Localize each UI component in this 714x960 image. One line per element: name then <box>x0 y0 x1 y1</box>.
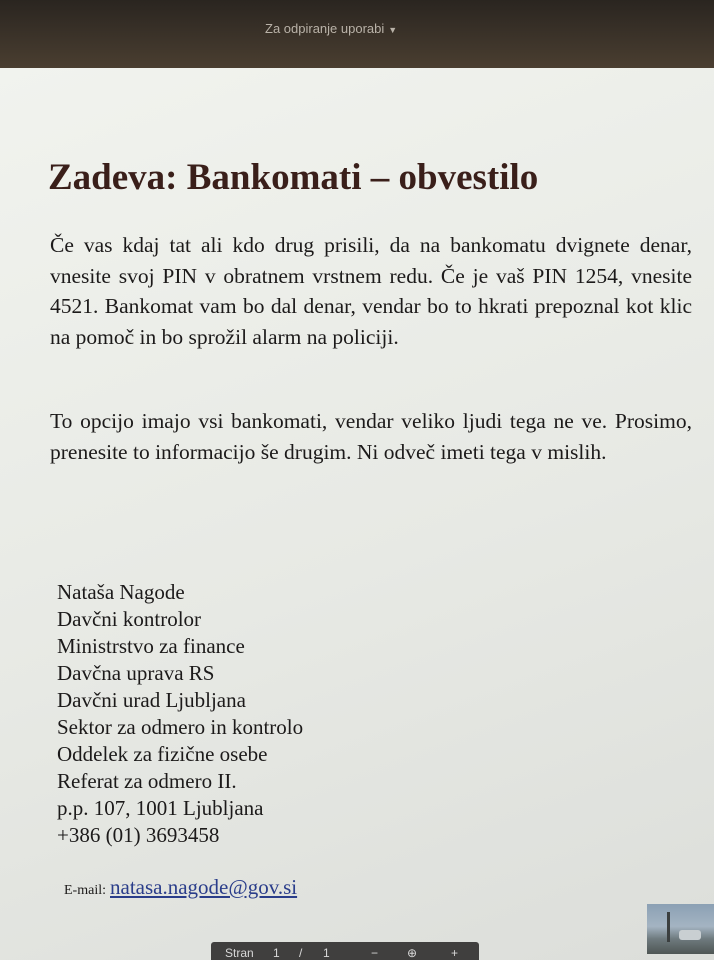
signature-line: Davčna uprava RS <box>57 661 215 685</box>
email-link[interactable]: natasa.nagode@gov.si <box>110 875 298 899</box>
signature-line: Davčni kontrolor <box>57 607 202 631</box>
thumbnail-pole <box>667 912 670 942</box>
zoom-in-button[interactable]: + <box>451 946 459 960</box>
zoom-icon[interactable]: ⊕ <box>407 946 418 960</box>
signature-line: +386 (01) 3693458 <box>57 823 220 847</box>
signature-line: Ministrstvo za finance <box>57 634 245 658</box>
document-page <box>0 68 714 960</box>
signature-line: Nataša Nagode <box>57 580 185 604</box>
page-navigation-bar <box>211 942 479 960</box>
open-with-dropdown[interactable] <box>265 21 397 36</box>
paragraph-share-request: To opcijo imajo vsi bankomati, vendar veliko ljudi tega ne ve. Prosimo, prenesite to informacijo še drugim. Ni odveč imeti tega v mislih. <box>50 409 692 464</box>
signature-line: Referat za odmero II. <box>57 769 237 793</box>
thumbnail-car <box>679 930 701 940</box>
viewer-toolbar <box>0 0 714 68</box>
email-line <box>64 875 297 900</box>
document-heading: Zadeva: Bankomati – obvestilo <box>48 157 539 198</box>
signature-line: Davčni urad Ljubljana <box>57 688 246 712</box>
page-label: Stran <box>225 946 254 960</box>
signature-block <box>57 579 303 849</box>
background-photo-thumbnail <box>647 904 714 954</box>
paragraph-pin-warning: Če vas kdaj tat ali kdo drug prisili, da na bankomatu dvignete denar, vnesite svoj PIN v obratnem vrstnem redu. Če je vaš PIN 1254, vnesite 4521. Bankomat vam bo dal denar, vendar bo to hkrati prepoznal kot klic na pomoč in bo sprožil alarm na policiji. <box>50 233 692 349</box>
signature-line: Sektor za odmero in kontrolo <box>57 715 304 739</box>
page-separator: / <box>299 946 303 960</box>
current-page-input[interactable]: 1 <box>273 946 280 960</box>
total-pages: 1 <box>323 946 330 960</box>
email-label: E-mail: <box>64 883 106 898</box>
signature-line: p.p. 107, 1001 Ljubljana <box>57 796 264 820</box>
zoom-out-button[interactable]: − <box>371 946 379 960</box>
chevron-down-icon: ▼ <box>388 25 398 35</box>
signature-line: Oddelek za fizične osebe <box>57 742 268 766</box>
open-with-label: Za odpiranje uporabi <box>265 21 385 36</box>
